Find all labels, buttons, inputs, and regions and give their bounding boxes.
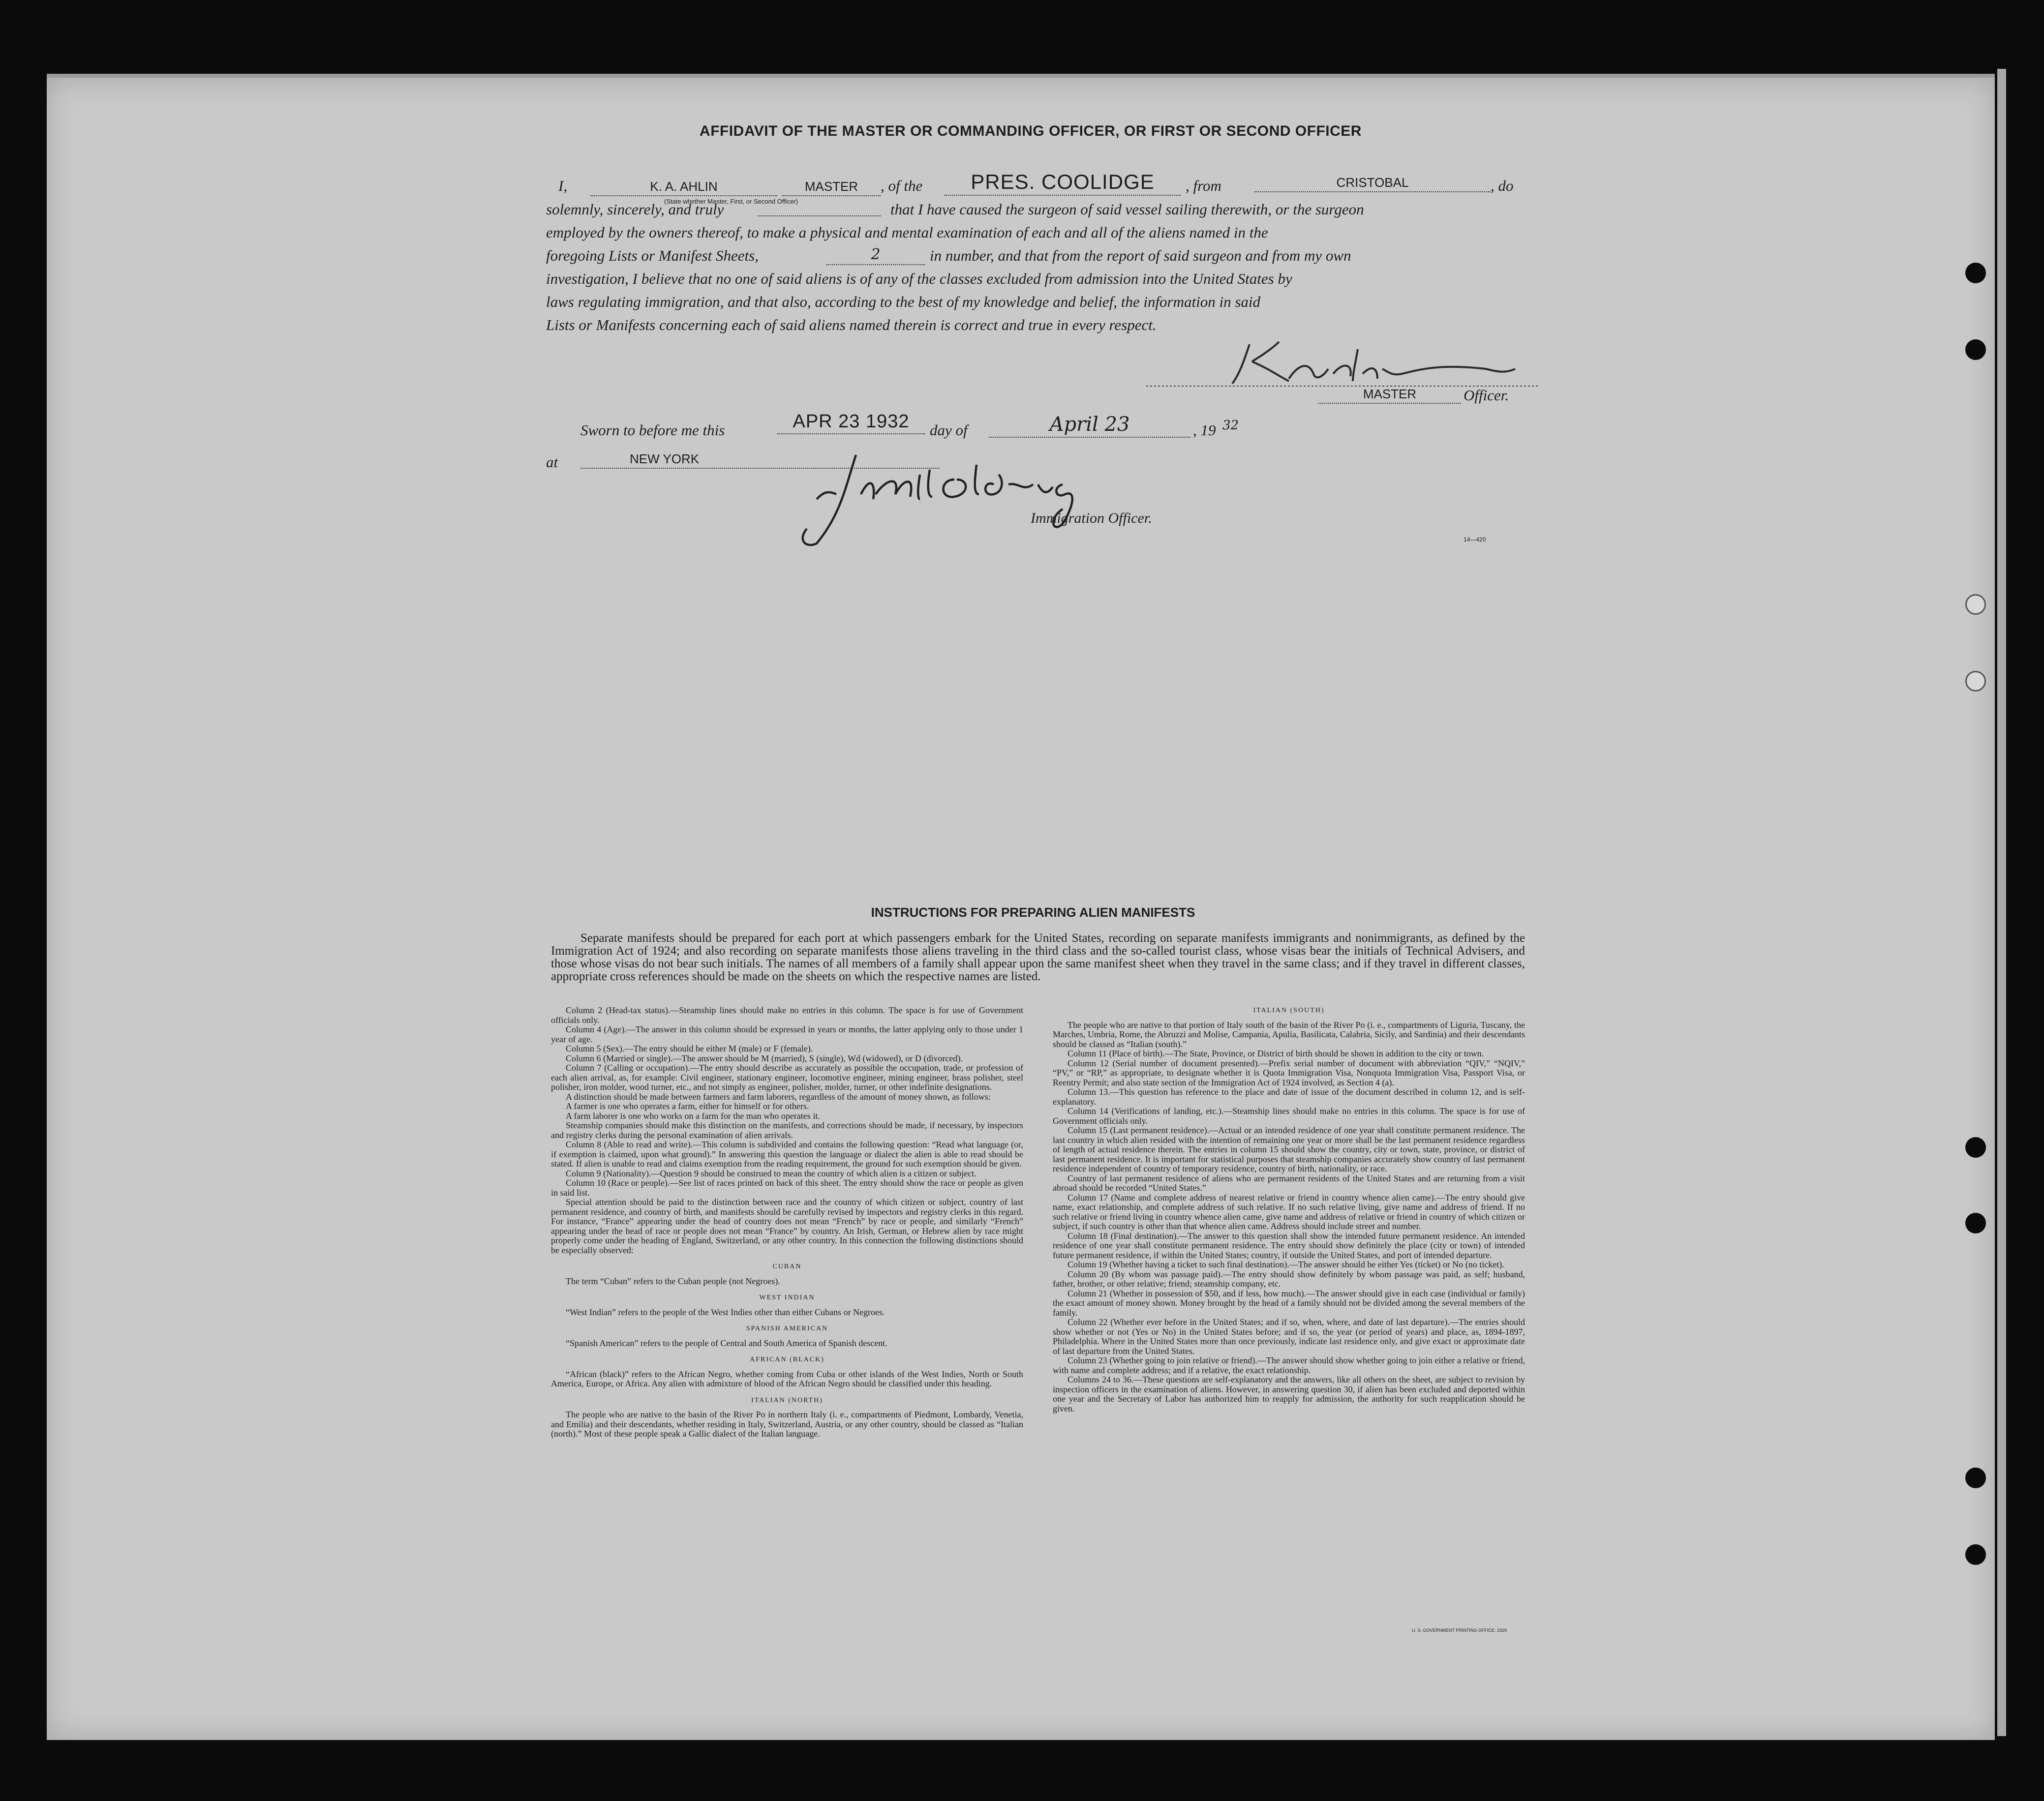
officer-rank-field: MASTER	[1318, 387, 1461, 404]
binder-hole-1	[1965, 263, 1986, 283]
left-paragraph: Column 6 (Married or single).—The answer should be M (married), S (single), Wd (widowed), or D (divorced).	[566, 1053, 963, 1063]
binder-hole-5	[1965, 1137, 1986, 1158]
officer-title: Immigration Officer.	[1031, 510, 1152, 526]
binder-hole-3	[1965, 594, 1986, 615]
sworn-day-of: day of	[930, 421, 968, 439]
west-indian-text: “West Indian” refers to the people of the West Indies other than either Cubans or Negroes.	[566, 1307, 885, 1317]
affidavit-line4a: foregoing Lists or Manifest Sheets,	[546, 247, 759, 264]
affidavit-line3: employed by the owners thereof, to make a physical and mental examination of each and all of the aliens named in the	[546, 224, 1268, 241]
right-paragraph: Columns 24 to 36.—These questions are self-explanatory and the answers, like all others on the sheet, are subject to revision by inspection officers in the examination of aliens. However, in answering question 30, if alien has been excluded and deported within one year and the Secretary of Labor has authorized him to reapply for admission, the authority for such reapplication should be given.	[1053, 1375, 1525, 1413]
instructions-intro: Separate manifests should be prepared for each port at which passengers embark for the United States, recording on separate manifests immigrants and nonimmigrants, as defined by the Immigration Act of 1924; and also recording on separate manifests those aliens traveling in the third class and the so-called tourist class, whose visas bear the initials of Technical Advisers, and those whose visas do not bear such initials. The names of all members of a family shall appear upon the same manifest sheet when they travel in the same class; and if they travel in different classes, appropriate cross references should be made on the sheets on which the respective names are listed.	[551, 931, 1525, 983]
affidavit-line2b: that I have caused the surgeon of said vessel sailing therewith, or the surgeon	[890, 201, 1364, 218]
cuban-text: The term “Cuban” refers to the Cuban people (not Negroes).	[566, 1276, 780, 1286]
italian-north-heading: ITALIAN (NORTH)	[751, 1396, 823, 1404]
binder-hole-8	[1965, 1544, 1986, 1565]
left-paragraph: A farmer is one who operates a farm, either for himself or for others.	[566, 1101, 809, 1111]
left-paragraph: Column 5 (Sex).—The entry should be either M (male) or F (female).	[566, 1044, 813, 1053]
right-paragraph: Country of last permanent residence of aliens who are permanent residents of the United States and are returning from a visit abroad should be recorded “United States.”	[1053, 1173, 1525, 1193]
at-place-field: NEW YORK	[580, 451, 940, 469]
rank-field: MASTER	[782, 179, 881, 196]
affidavit-line1-from: , from	[1186, 177, 1221, 194]
rank-caption: (State whether Master, First, or Second Officer)	[664, 198, 798, 205]
right-paragraph: Column 11 (Place of birth).—The State, Province, or District of birth should be shown in addition to the city or town.	[1068, 1049, 1484, 1058]
ship-name-stamp: PRES. COOLIDGE	[945, 170, 1181, 196]
sworn-year-field: 32	[1222, 418, 1239, 433]
right-paragraph: Column 12 (Serial number of document presented).—Prefix serial number of document with abbreviation “QIV,” “NQIV,” “PV,” or “RP,” as appropriate, to designate whether it is Quota Immigration Visa, Nonquota Immigration Visa, Passport Visa, or Reentry Permit; and also state section of the Immigration Act of 1924 involved, as Section 4 (a).	[1053, 1058, 1525, 1087]
right-paragraph: Column 15 (Last permanent residence).—Actual or an intended residence of one year shall constitute permanent residence. The last country in which alien resided with the intention of remaining one year or more shall be the last permanent residence regardless of length of actual residence therein. The entries in column 15 should show the country, city or town, state, province, or district of last permanent residence. It is important for statistical purposes that steamship companies accurately show country of last permanent residence independent of country of temporary residence, country of birth, nationality, or race.	[1053, 1125, 1525, 1173]
right-paragraph: Column 23 (Whether going to join relative or friend).—The answer should show whether going to join either a relative or friend, with name and complete address; and if a relative, the exact relationship.	[1053, 1355, 1525, 1375]
right-paragraph: Column 18 (Final destination).—The answer to this question shall show the intended future permanent residence. An intended residence of one year shall constitute permanent residence. The entry should show definitely the place (city or town) of intended future permanent residence, if within the United States; country, if outside the United States, and port of intended departure.	[1053, 1231, 1525, 1260]
right-paragraph: Column 20 (By whom was passage paid).—The entry should show definitely by whom passage was paid, as self; husband, father, brother, or other relative; friend; steamship company, etc.	[1053, 1269, 1525, 1289]
right-paragraph: Column 22 (Whether ever before in the United States; and if so, when, where, and date of last departure).—The entries should show whether or not (Yes or No) in the United States before; and if so, the year (or period of years) and place, as, 1894-1897, Philadelphia. Where in the United States more than once previously, indicate last residence only, and give exact or approximate date of last departure from the United States.	[1053, 1317, 1525, 1356]
right-paragraph: Column 17 (Name and complete address of nearest relative or friend in country whence alien came).—The entry should give name, exact relationship, and complete address of such relative. If no such relative living, give name and address of friend. If no such relative or friend living in country whence alien came, give name and address of relative or friend in country of which citizen or subject, if such country is other than that whence alien came. Address should include street and number.	[1053, 1192, 1525, 1231]
italian-south-heading: ITALIAN (SOUTH)	[1253, 1007, 1325, 1014]
left-paragraph: Column 10 (Race or people).—See list of races printed on back of this sheet. The entry should show the race or people as given in said list.	[551, 1178, 1023, 1198]
left-paragraph: Special attention should be paid to the distinction between race and the country of which citizen or subject, country of last permanent residence, and country of birth, and manifests should be carefully revised by inspectors and registry clerks in this regard. For instance, “France” appearing under the head of country does not mean “French” by race or people, and similarly “French” appearing under the head of race or people does not mean “France” by country. An Irish, German, or Hebrew alien by race might properly come under the heading of England, Switzerland, or any other country. In this connection the following distinctions should be especially observed:	[551, 1197, 1023, 1255]
affidavit-line2a: solemnly, sincerely, and truly	[546, 201, 724, 218]
binder-hole-7	[1965, 1468, 1986, 1488]
printer-line: U. S. GOVERNMENT PRINTING OFFICE: 1929	[1412, 1628, 1507, 1633]
african-text: “African (black)” refers to the African Negro, whether coming from Cuba or other islands of the West Indies, North or South America, Europe, or Africa. Any alien with admixture of blood of the African Negro should be classified under this heading.	[551, 1369, 1023, 1388]
spanish-american-heading: SPANISH AMERICAN	[746, 1325, 828, 1332]
spanish-american-text: “Spanish American” refers to the people of Central and South America of Spanish descent.	[566, 1338, 887, 1348]
binder-hole-6	[1965, 1213, 1986, 1233]
master-signature	[1146, 334, 1540, 391]
right-paragraph: Column 21 (Whether in possession of $50, and if less, how much).—The answer should give in each case (individual or family) the exact amount of money shown. Money brought by the head of a family should not be divided among the several members of the family.	[1053, 1288, 1525, 1318]
african-heading: AFRICAN (BLACK)	[750, 1356, 824, 1363]
left-paragraph: Column 8 (Able to read and write).—This column is subdivided and contains the following question: “Read what language (or, if exemption is claimed, upon what ground).” In answering this question the language or dialect the alien is able to read should be stated. If alien is unable to read and claims exemption from the reading requirement, the ground for such exemption should be given.	[551, 1140, 1023, 1169]
affidavit-line1-do: , do	[1491, 177, 1514, 194]
left-paragraph: Column 2 (Head-tax status).—Steamship lines should make no entries in this column. The space is for use of Government officials only.	[551, 1005, 1023, 1025]
sworn-date-stamp: APR 23 1932	[777, 411, 925, 434]
left-paragraph: A distinction should be made between farmers and farm laborers, regardless of the amount of money shown, as follows:	[566, 1091, 991, 1102]
right-paragraph: Column 13.—This question has reference to the place and date of issue of the document described in column 12, and is self-explanatory.	[1053, 1087, 1525, 1107]
officer-label: Officer.	[1464, 387, 1509, 404]
left-paragraph: Column 7 (Calling or occupation).—The entry should describe as accurately as possible the occupation, trade, or profession of each alien arrival, as, for example: Civil engineer, stationary engineer, locomotive engineer, mining engineer, brass polisher, steel polisher, iron molder, wood turner, etc., and not simply as engineer, polisher, molder, turner, or other indefinite designations.	[551, 1063, 1023, 1092]
binder-hole-4	[1965, 671, 1986, 691]
affidavit-line4b: in number, and that from the report of said surgeon and from my own	[930, 247, 1351, 264]
cuban-heading: CUBAN	[772, 1263, 802, 1270]
affidavit-line1-i: I,	[558, 177, 568, 194]
italian-north-text: The people who are native to the basin of the River Po in northern Italy (i. e., compartments of Piedmont, Lombardy, Venetia, and Emilia) and their descendants, whether residing in Italy, Switzerland, Austria, or any other country, should be classed as “Italian (north).” Most of these people speak a Gallic dialect of the Italian language.	[551, 1410, 1023, 1439]
instructions-right-column	[1053, 1006, 1525, 1413]
form-number: 14—420	[1464, 536, 1486, 543]
right-paragraph: The people who are native to that portion of Italy south of the basin of the River Po (i. e., compartments of Liguria, Tuscany, the Marches, Umbria, Rome, the Abruzzi and Molise, Campania, Apulia, Basilicata, Calabria, Sicily, and Sardinia) and their descendants should be classed as “Italian (south).”	[1053, 1020, 1525, 1049]
right-paragraph: Column 19 (Whether having a ticket to such final destination).—The answer should be either Yes (ticket) or No (no ticket).	[1068, 1260, 1504, 1269]
master-name-field: K. A. AHLIN	[590, 179, 777, 196]
left-paragraph: Steamship companies should make this distinction on the manifests, and corrections should be made, if necessary, by inspectors and registry clerks during the personal examination of alien arrivals.	[551, 1120, 1023, 1140]
affidavit-line5: investigation, I believe that no one of said aliens is of any of the classes excluded from admission into the United States by	[546, 270, 1292, 287]
sheet-count-field: 2	[826, 246, 925, 265]
sheet-edge	[1997, 69, 2006, 1736]
port-from-field: CRISTOBAL	[1254, 175, 1491, 192]
instructions-left-column	[551, 1006, 1023, 1439]
affidavit-title: AFFIDAVIT OF THE MASTER OR COMMANDING OFFICER, OR FIRST OR SECOND OFFICER	[700, 123, 1362, 139]
oath-blank	[758, 203, 881, 216]
left-paragraph: Column 9 (Nationality).—Question 9 should be construed to mean the country of which alien is a citizen or subject.	[566, 1168, 976, 1178]
instructions-title: INSTRUCTIONS FOR PREPARING ALIEN MANIFESTS	[871, 905, 1195, 920]
at-label: at	[546, 453, 558, 471]
right-paragraph: Column 14 (Verifications of landing, etc.).—Steamship lines should make no entries in this column. The space is for use of Government officials only.	[1053, 1106, 1525, 1126]
affidavit-line7: Lists or Manifests concerning each of said aliens named therein is correct and true in every respect.	[546, 316, 1157, 333]
sworn-year-prefix: , 19	[1193, 421, 1216, 439]
affidavit-line1-of-the: , of the	[881, 177, 923, 194]
left-paragraph: Column 4 (Age).—The answer in this column should be expressed in years or months, the latter applying only to those under 1 year of age.	[551, 1024, 1023, 1044]
west-indian-heading: WEST INDIAN	[759, 1294, 815, 1301]
immigration-officer-signature	[787, 445, 1210, 556]
left-paragraph: A farm laborer is one who works on a farm for the man who operates it.	[566, 1111, 820, 1121]
binder-hole-2	[1965, 339, 1986, 360]
affidavit-line6: laws regulating immigration, and that also, according to the best of my knowledge and belief, the information in said	[546, 293, 1261, 310]
sworn-month-field: April 23	[989, 413, 1190, 438]
sworn-text: Sworn to before me this	[580, 421, 725, 439]
